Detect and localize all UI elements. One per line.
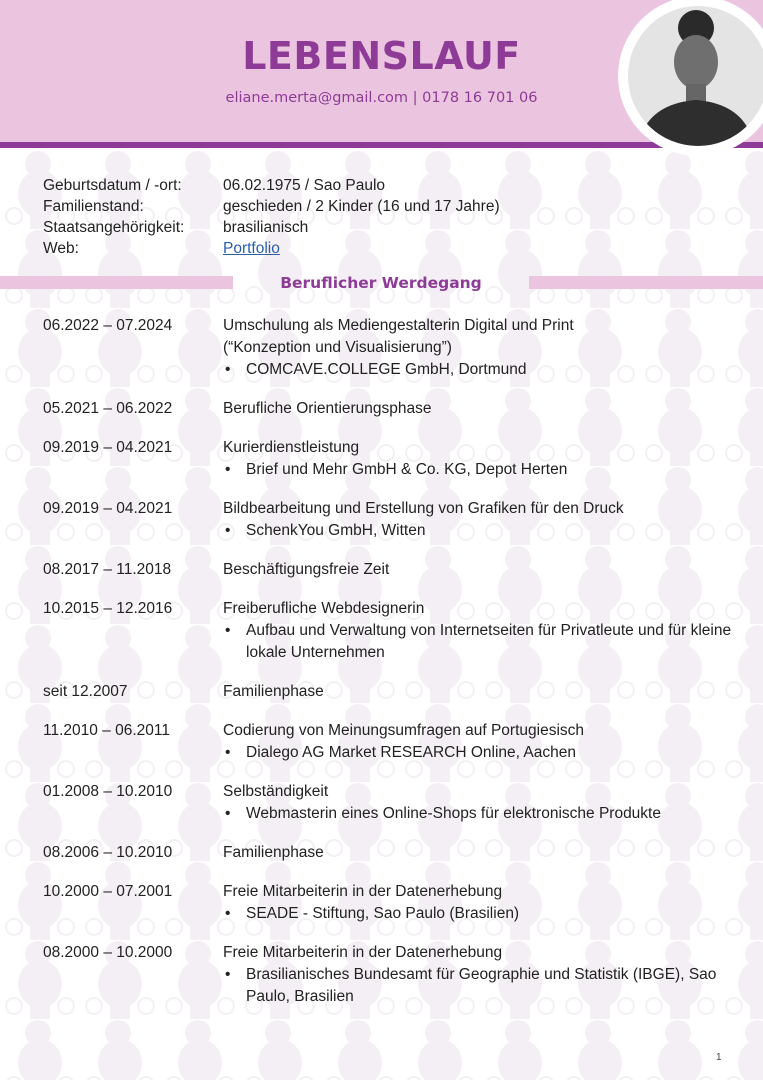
entry-date: 05.2021 – 06.2022 (43, 400, 173, 417)
info-value: 06.02.1975 / Sao Paulo (223, 177, 386, 194)
entry-date: 11.2010 – 06.2011 (43, 722, 170, 739)
entry-date: seit 12.2007 (43, 683, 128, 700)
career-entry (43, 720, 743, 764)
entry-title: Familienphase (223, 844, 324, 861)
entry-title: Berufliche Orientierungsphase (223, 400, 432, 417)
career-entry (43, 842, 743, 864)
entry-bullets (223, 520, 743, 542)
entry-bullets (223, 903, 743, 925)
contact-line: eliane.merta@gmail.com | 0178 16 701 06 (225, 90, 538, 106)
entry-body (223, 398, 743, 420)
info-value (223, 238, 280, 259)
entry-date: 09.2019 – 04.2021 (43, 500, 173, 517)
career-entry (43, 559, 743, 581)
entry-title: Selbständigkeit (223, 783, 329, 800)
info-label: Web: (43, 240, 79, 257)
entry-bullets (223, 359, 743, 381)
entry-body (223, 842, 743, 864)
info-label: Staatsangehörigkeit: (43, 219, 185, 236)
page-number: 1 (716, 1052, 722, 1063)
entry-bullet: • Aufbau und Verwaltung von Internetseiten für Privatleute und für kleine lokale Unternehmen (223, 620, 743, 664)
info-row-marital (43, 196, 733, 217)
entry-title: Freiberufliche Webdesignerin (223, 600, 425, 617)
entry-title: Familienphase (223, 683, 324, 700)
entry-bullet: • Dialego AG Market RESEARCH Online, Aachen (223, 742, 743, 764)
info-label: Familienstand: (43, 198, 144, 215)
info-value: brasilianisch (223, 219, 309, 236)
entry-body (223, 559, 743, 581)
entry-bullets (223, 742, 743, 764)
entry-bullet: • Brasilianisches Bundesamt für Geographie und Statistik (IBGE), Sao Paulo, Brasilien (223, 964, 743, 1008)
entry-bullet: • SchenkYou GmbH, Witten (223, 520, 743, 542)
entry-body (223, 881, 743, 925)
section-bar-left (0, 276, 233, 289)
entry-date: 10.2000 – 07.2001 (43, 883, 173, 900)
entry-title: Umschulung als Mediengestalterin Digital und Print (“Konzeption und Visualisierung”) (223, 317, 574, 356)
entry-title: Codierung von Meinungsumfragen auf Portugiesisch (223, 722, 585, 739)
entry-bullets (223, 964, 743, 1008)
entry-bullet: • Webmasterin eines Online-Shops für elektronische Produkte (223, 803, 743, 825)
entry-body (223, 498, 743, 542)
entry-title: Freie Mitarbeiterin in der Datenerhebung (223, 944, 503, 961)
career-entry (43, 881, 743, 925)
entry-date: 08.2006 – 10.2010 (43, 844, 173, 861)
career-entry (43, 942, 743, 1008)
entry-bullets (223, 620, 743, 664)
info-label: Geburtsdatum / -ort: (43, 177, 182, 194)
career-entry (43, 598, 743, 664)
entry-bullet: • Brief und Mehr GmbH & Co. KG, Depot Herten (223, 459, 743, 481)
entry-date: 08.2000 – 10.2000 (43, 944, 173, 961)
entry-title: Freie Mitarbeiterin in der Datenerhebung (223, 883, 503, 900)
entry-title: Kurierdienstleistung (223, 439, 360, 456)
page-title: LEBENSLAUF (242, 34, 521, 78)
entry-title: Bildbearbeitung und Erstellung von Grafiken für den Druck (223, 500, 624, 517)
entry-date: 01.2008 – 10.2010 (43, 783, 173, 800)
entry-bullets (223, 803, 743, 825)
entry-body (223, 437, 743, 481)
entry-bullet: • COMCAVE.COLLEGE GmbH, Dortmund (223, 359, 743, 381)
entry-date: 06.2022 – 07.2024 (43, 317, 173, 334)
info-row-nationality (43, 217, 733, 238)
career-entry (43, 681, 743, 703)
entry-body (223, 315, 743, 381)
career-entry (43, 781, 743, 825)
entry-body (223, 942, 743, 1008)
portfolio-link[interactable]: Portfolio (223, 240, 280, 257)
entry-date: 09.2019 – 04.2021 (43, 439, 173, 456)
profile-photo (618, 0, 763, 156)
entry-body (223, 598, 743, 664)
entry-title: Beschäftigungsfreie Zeit (223, 561, 390, 578)
info-row-birth (43, 175, 733, 196)
entry-bullets (223, 459, 743, 481)
section-bar-right (529, 276, 763, 289)
entry-body (223, 720, 743, 764)
career-entry (43, 315, 743, 381)
entry-date: 10.2015 – 12.2016 (43, 600, 173, 617)
entry-bullet: • SEADE - Stiftung, Sao Paulo (Brasilien) (223, 903, 743, 925)
career-entry (43, 398, 743, 420)
career-list (43, 315, 743, 1025)
personal-info (43, 175, 733, 259)
info-row-web (43, 238, 733, 259)
entry-body (223, 681, 743, 703)
entry-body (223, 781, 743, 825)
career-entry (43, 437, 743, 481)
entry-date: 08.2017 – 11.2018 (43, 561, 172, 578)
section-title: Beruflicher Werdegang (280, 274, 482, 292)
career-entry (43, 498, 743, 542)
info-value: geschieden / 2 Kinder (16 und 17 Jahre) (223, 198, 500, 215)
